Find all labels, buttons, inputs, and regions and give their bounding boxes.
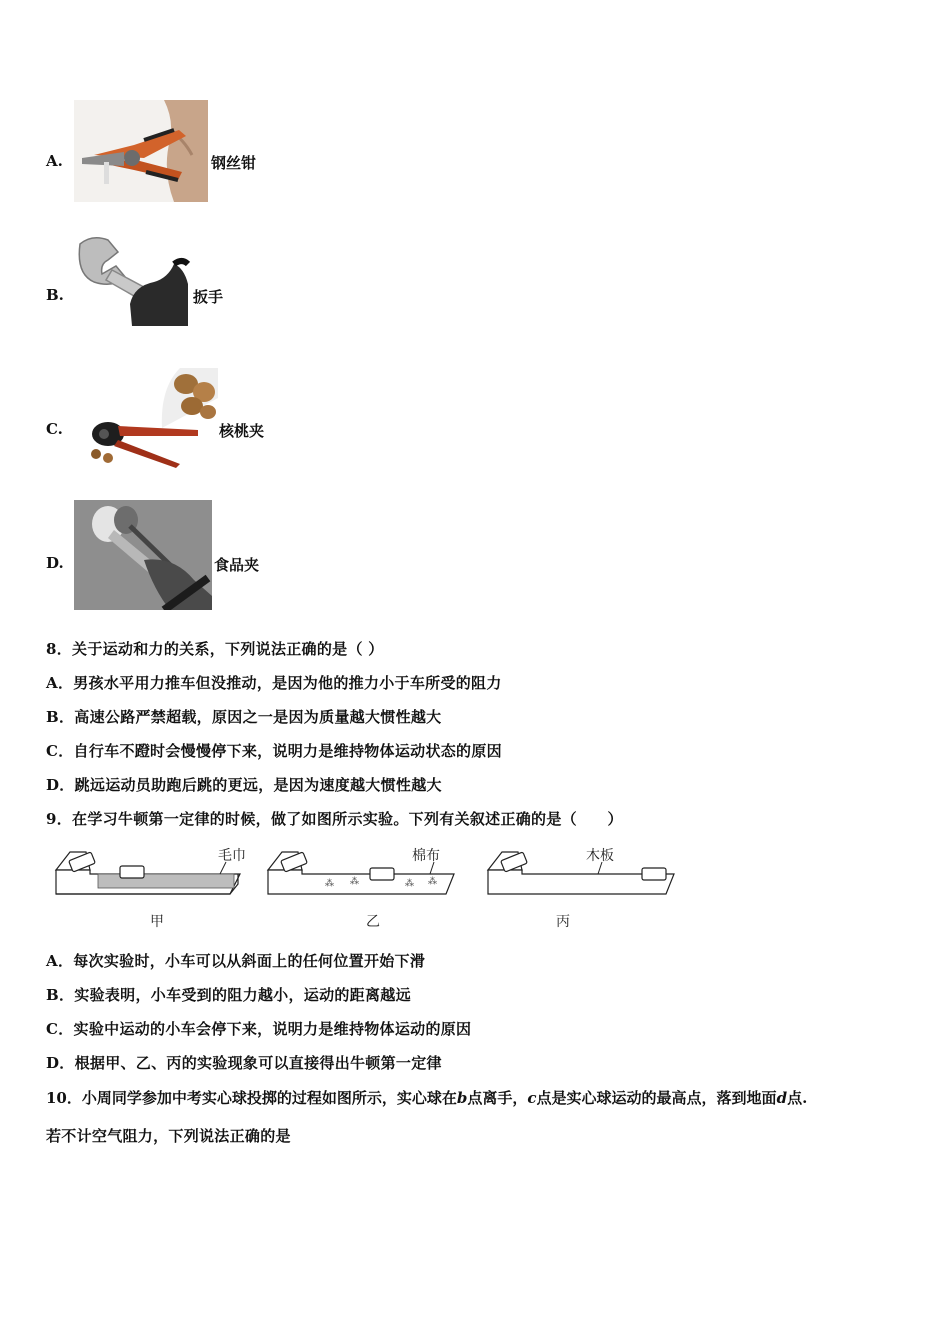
- q10-text-part1: 10．小周同学参加中考实心球投掷的过程如图所示，实心球在: [46, 1089, 457, 1107]
- nutcracker-icon: [80, 368, 218, 468]
- q8-option-d: D．跳远运动员助跑后跳的更远，是因为速度越大惯性越大: [46, 776, 442, 794]
- q9-option-b: B．实验表明，小车受到的阻力越小，运动的距离越远: [46, 986, 411, 1004]
- nutcracker-label: 核桃夹: [219, 422, 265, 440]
- q10-text-part4: 点.: [787, 1089, 808, 1107]
- svg-text:⁂: ⁂: [428, 877, 437, 887]
- caption-jia: 甲: [150, 914, 164, 930]
- q9-option-c: C．实验中运动的小车会停下来，说明力是维持物体运动的原因: [46, 1020, 472, 1038]
- svg-text:⁂: ⁂: [405, 879, 414, 889]
- q10-text-part3: 点是实心球运动的最高点，落到地面: [536, 1089, 777, 1107]
- q8-option-b: B．高速公路严禁超载，原因之一是因为质量越大惯性越大: [46, 708, 442, 726]
- food-tongs-icon: [74, 500, 212, 610]
- q10-var-b: b: [456, 1089, 468, 1107]
- q9-stem: 9．在学习牛顿第一定律的时候，做了如图所示实验。下列有关叙述正确的是（ ）: [46, 810, 623, 828]
- q8-option-c: C．自行车不蹬时会慢慢停下来，说明力是维持物体运动状态的原因: [46, 742, 502, 760]
- food-tongs-label: 食品夹: [214, 556, 260, 574]
- pliers-label: 钢丝钳: [211, 154, 257, 172]
- wrench-label: 扳手: [193, 288, 224, 306]
- wrench-icon: [72, 234, 192, 326]
- q8-stem: 8．关于运动和力的关系，下列说法正确的是（ ）: [46, 640, 384, 658]
- q10-var-d: d: [776, 1089, 788, 1107]
- surface-label-cotton: 棉布: [412, 848, 440, 864]
- option-letter: B.: [46, 286, 64, 304]
- surface-label-towel: 毛巾: [218, 848, 246, 864]
- pliers-icon: [74, 100, 208, 202]
- experiment-towel-setup: [56, 847, 246, 930]
- option-letter: D.: [46, 554, 64, 572]
- q8-option-a: A．男孩水平用力推车但没推动，是因为他的推力小于车所受的阻力: [46, 674, 502, 692]
- svg-text:⁂: ⁂: [325, 879, 334, 889]
- q10-text-part2: 点离手，: [467, 1089, 528, 1107]
- caption-bing: 丙: [556, 914, 570, 930]
- experiment-cotton-setup: [268, 847, 454, 930]
- q10-stem-line1: [46, 1087, 807, 1108]
- surface-label-board: 木板: [586, 848, 614, 864]
- q10-stem-line2: 若不计空气阻力，下列说法正确的是: [46, 1127, 291, 1145]
- option-letter: C.: [46, 420, 63, 438]
- option-letter: A.: [46, 152, 63, 170]
- q9-option-a: A．每次实验时，小车可以从斜面上的任何位置开始下滑: [46, 952, 426, 970]
- experiment-board-setup: [488, 847, 674, 930]
- svg-text:⁂: ⁂: [350, 877, 359, 887]
- newton-experiment-figure: [50, 840, 680, 932]
- q10-var-c: c: [527, 1089, 537, 1107]
- q9-option-d: D．根据甲、乙、丙的实验现象可以直接得出牛顿第一定律: [46, 1054, 442, 1072]
- caption-yi: 乙: [366, 914, 380, 930]
